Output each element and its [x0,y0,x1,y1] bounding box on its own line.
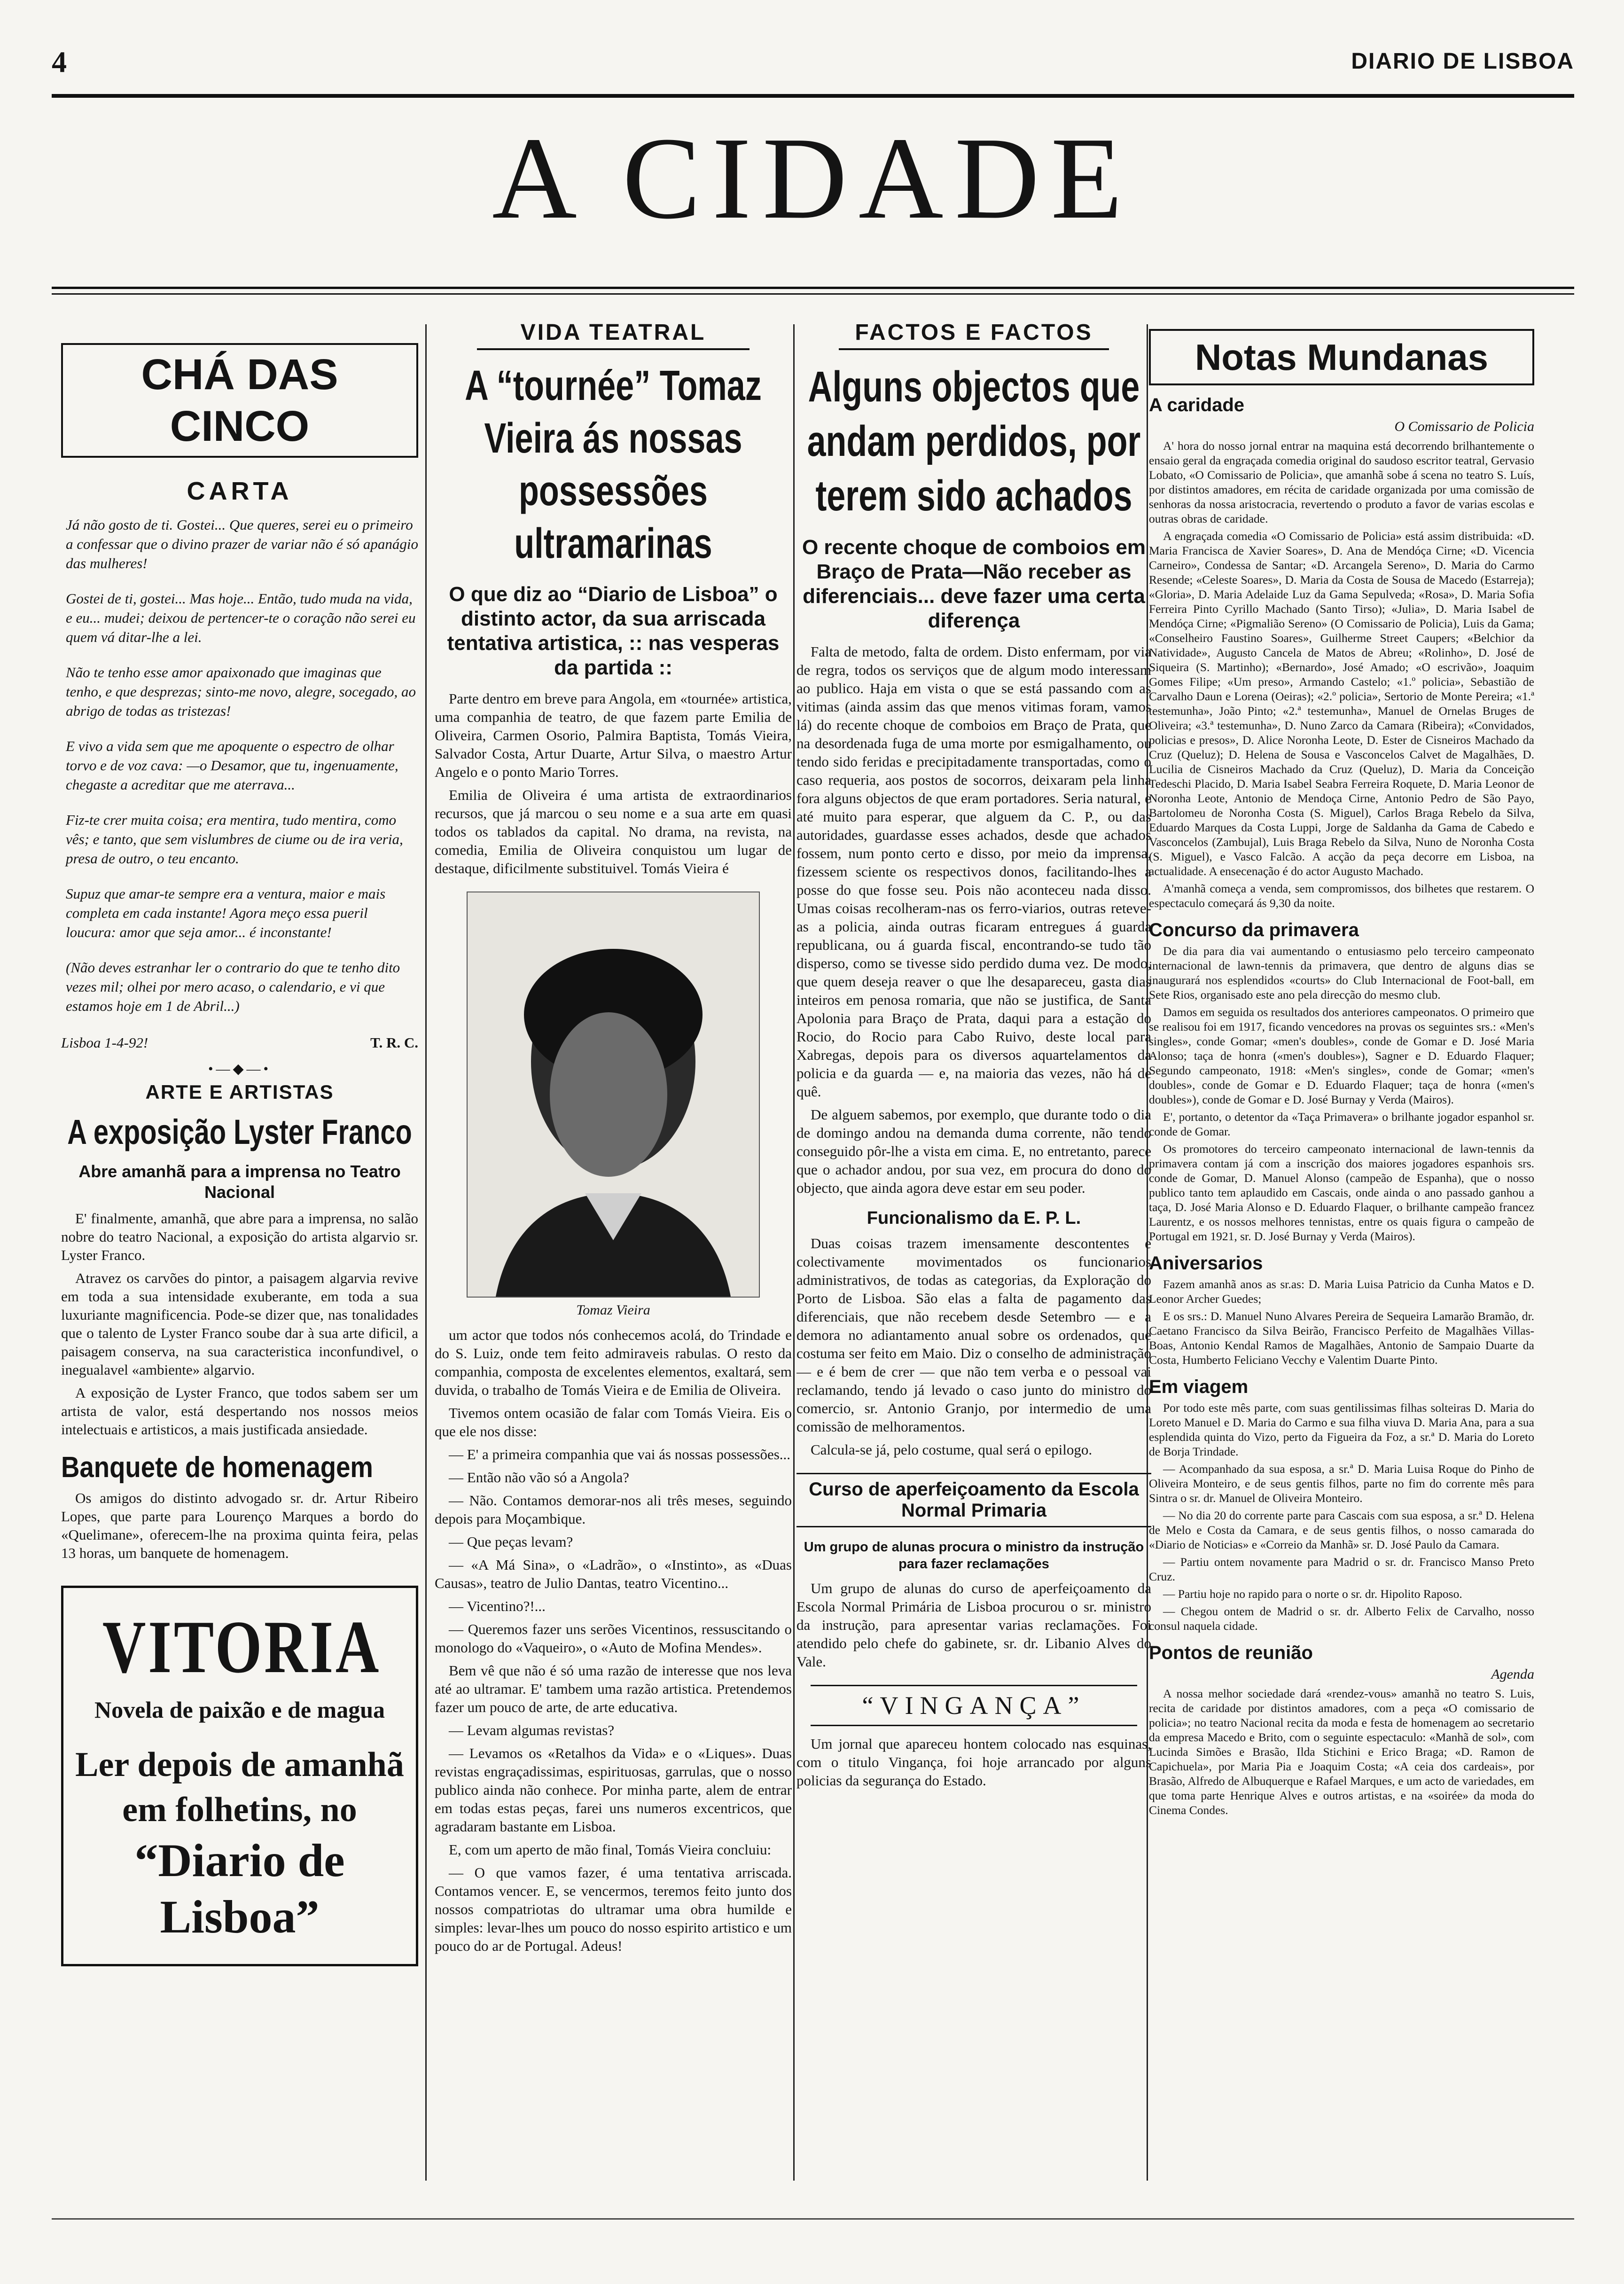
vitoria-title: VITORIA [102,1605,382,1689]
column-divider [793,324,795,2181]
masthead-rule [52,287,1574,289]
article-paragraph: — Partiu ontem novamente para Madrid o sr. dr. Francisco Manso Preto Cruz. [1149,1555,1534,1583]
column-factos-e-factos [796,310,1151,2204]
poem-stanza: E vivo a vida sem que me apoquente o espectro de olhar torvo e de voz cava: —o Desamor, que tu, ingenuamente, chegaste a acreditar que me aterrava... [66,738,398,793]
article-paragraph: um actor que todos nós conhecemos acolá, do Trindade e do S. Luiz, onde tem feito admiraveis rabulas. O resto da companhia, composta de excelentes elementos, exaltará, sem duvida, o trabalho de Tomás Vieira e de Emilia de Oliveira. [435,1327,792,1398]
article-paragraph: Damos em seguida os resultados dos anteriores campeonatos. O primeiro que se realisou foi em 1917, ficando vencedores na provas os seguintes srs.: «Men's singles», conde Gomar; «men's doubles», conde de Gomar e D. José Maria Alonso; taça de honra («men's doubles»), Sagner e D. Eduardo Flaquer; Segundo campeonato, 1918: «Men's singles», conde de Gomar; «men's doubles», conde de Gomar e D. Eduardo Flaquer; taça de honra («men's doubles»), conde de Gomar e D. José Burnay y Verda (Mairos). [1149,1005,1534,1106]
article-paragraph: De dia para dia vai aumentando o entusiasmo pelo terceiro campeonato internacional de lawn-tennis da primavera, que dentro de alguns dias se inaugurará nos esplendidos «courts» do Club Internacional de Foot-ball, em Sete Rios, organisado este ano pela direcção do mesmo club. [1149,944,1534,1001]
vida-teatral-heading: VIDA TEATRAL [520,320,706,345]
masthead-rule-thin [52,293,1574,295]
article-paragraph: Atravez os carvões do pintor, a paisagem algarvia revive em toda a sua intensidade exuberante, em toda a sua luxuriante magnificencia. Pode-se dizer que, nas tonalidades que o talento de Lyster Franco soube dar à sua arte dificil, a paisagem conserva, na sua caracteristica inconfundivel, o inegualavel «ambiente» algarvio. [61,1270,418,1378]
tournee-lede: O que diz ao “Diario de Lisboa” o distinto actor, da sua arriscada tentativa artistica, :: nas vesperas da partida :: [447,583,780,679]
article-paragraph: — Não. Contamos demorar-nos ali três meses, seguindo depois para Moçambique. [435,1492,792,1527]
cha-das-cinco-heading: CHÁ DAS CINCO [61,343,418,458]
page-number: 4 [52,45,67,78]
arte-e-artistas-heading: ARTE E ARTISTAS [145,1081,334,1103]
funcionalismo-headline: Funcionalismo da E. P. L. [867,1208,1081,1228]
article-paragraph: Calcula-se já, pelo costume, qual será o epilogo. [811,1441,1093,1458]
article-paragraph: — O que vamos fazer, é uma tentativa arriscada. Contamos vencer. E, se vencermos, teremos feito junto dos nossos compatriotas do ultramar uma obra humilde e simples: levar-lhes um pouco do nosso espirito artistico e um pouco do ar de Portugal. Adeus! [435,1864,792,1954]
article-paragraph: — «A Má Sina», o «Ladrão», o «Instinto», as «Duas Causas», teatro de Julio Dantas, teatro Vicentino... [435,1557,792,1591]
ornament-divider: •—◆—• [208,1061,272,1077]
escola-normal-headline: Curso de aperfeiçoamento da Escola Normal Primaria [796,1473,1151,1527]
concurso-heading: Concurso da primavera [1149,920,1359,940]
vitoria-paper-name: “Diario de Lisboa” [134,1834,345,1943]
article-paragraph: Falta de metodo, falta de ordem. Disto enfermam, por via de regra, todos os serviços que de algum modo interessam ao publico. Haja em vista o que se está passando com as vitimas (ainda assim das que menos vitimas foram, vamos lá) do recente choque de comboios em Braço de Prata, que na desordenada fuga de uma morte por esmigalhamento, ou tendo sido feridas e precipitadamente transportadas, como o caso requeria, aos postos de socorros, deixaram pela linha fora alguns objectos de que eram portadores. Seria natural, e até muito para esperar, que alguem da C. P., ou das autoridades, guardasse esses achados, desde que achados fossem, num ponto certo e disso, por meio da imprensa, fizessem sciente os respectivos donos, facilitando-lhes a posse do que fosse seu. Pois não aconteceu nada disso. Umas coisas recolheram-nas os ferro-viarios, outras reteve-as a policia, ainda outras ficaram entregues á guarda republicana, ou á guarda fiscal, encontrando-se tudo tão disperso, como se tivesse sido perdido duma vez. De modo, que quem deseja reaver o que lhe desapareceu, gasta dias inteiros em penosa romaria, que não se justifica, de Santa Apolonia para Braço de Prata, daqui para a estação do Rocio, do Rocio para Cabo Ruivo, deste local para Xabregas, depois para os diversos aquartelamentos da policia e da guarda — e, na maioria das vezes, não há de quê. [796,643,1151,1100]
article-paragraph: — Então não vão só a Angola? [449,1469,629,1486]
poem-stanza: Fiz-te crer muita coisa; era mentira, tudo mentira, como vês; e tanto, que sem vislumbres de ciume ou de ira veria, presa de outro, o teu encanto. [66,812,403,867]
article-paragraph: Por todo este mês parte, com suas gentilissimas filhas solteiras D. Maria do Loreto Manuel e D. Maria do Carmo e sua filha viuva D. Maria Ana, para a sua esplendida quinta do Vizo, perto da Figueira da Foz, a sr.ª D. Maria do Loreto de Borja Trindade. [1149,1401,1534,1458]
poem-signature-line [61,1034,418,1051]
poem-stanza: Supuz que amar-te sempre era a ventura, maior e mais completa em cada instante! Agora meço essa pueril loucura: amor que seja amor... é inconstante! [66,885,386,940]
poem-stanza: Gostei de ti, gostei... Mas hoje... Então, tudo muda na vida, e eu... mudei; deixou de pertencer-te o coração não serei eu quem vá ditar-lhe a lei. [66,590,416,645]
column-notas-mundanas [1149,310,1534,2204]
article-paragraph: A engraçada comedia «O Comissario de Policia» está assim distribuida: «D. Maria Francisca de Xavier Soares», D. Ana de Mendóça Cirne; «D. Vicencia Carneiro», Condessa de Santar; «D. Arcangela Sereno», D. Maria do Carmo Resende; «Celeste Soares», D. Maria da Costa de Sousa de Macedo (Estarreja); «Gloria», D. Maria Adelaide Luz da Gama Sepulveda; «Rosa», D. Maria Sofia Ferreira Pinto Cyrillo Machado (Santo Tirso); «Julia», D. Maria Isabel de Mendóça Cirne; «Pigmalião Sereno» (O Comissario de Policia), Luis da Gama; «Conselheiro Faustino Soares», Guilherme Street Caupers; «Belchior da Natividade», Augusto Cancela de Matos de Abreu; «Rolinho», D. José de Siqueira (S. Martinho); «Bernardo», José Amado; «O escrivão», Joaquim Gomes Filipe; «Um preso», Armando Castelo; «1.º policia», Sebastião de Carvalho Daun e Lorena (Oeiras); «2.º policia», Sertorio de Monte Pereira; «1.ª testemunha», João Pinto; «2.ª testemunha», Manuel de Ornelas Bruges de Oliveira; «3.ª testemunha», D. Nuno Zarco da Camara (Ribeira); «Convidados, policias e presos», D. Alice Noronha Leote, D. Ester de Cisneiros Machado da Cruz (Queluz); D. Helena de Sousa e Vasconcelos Calvet de Magalhães, D. Lucilia de Cisneiros Machado da Cruz (Queluz), D. Maria da Conceição Tedeschi Placido, D. Maria Isabel Seabra Ferreira Roquete, D. Maria Leonor de Noronha Leote, Antonio de Mendoça Cirne, Antonio Pedro de São Payo, Bartolomeu de Noronha Costa (S. Miguel), Carlos Braga Rebelo da Silva, Eduardo Marques da Costa Luppi, Jorge de Saldanha da Gama de Cabedo e Vasconcelos (Zambujal), Luis Braga Rebelo da Silva, Nuno de Noronha Costa (S. Miguel), e Vasco Falcão. A acção da peça decorre em Lisboa, na actualidade. A ensecenação é do actor Augusto Machado. [1149,529,1534,878]
article-paragraph: Duas coisas trazem imensamente descontentes e colectivamente movimentados os funcionarios administrativos, de todas as categorias, da Exploração do Porto de Lisboa. São elas a falta de pagamento das diferenciais, que não recebem desde Setembro — e a demora no adiantamento anual sobre os ordenados, que costuma ser feito em Maio. Diz o conselho de administração — e é bem de crer — que não tem verba e o pessoal vai reclamando, tendo já levado o caso junto do ministro do comercio, sr. Antonio Granjo, por intermedio de uma comissão de melhoramentos. [796,1235,1151,1435]
column-vida-teatral [435,310,792,2204]
article-paragraph: Um grupo de alunas do curso de aperfeiçoamento da Escola Normal Primária de Lisboa procurou o sr. ministro da instrução, para apresentar varias reclamações. Foi atendido pelo chefe do gabinete, sr. dr. Libanio Alves do Vale. [796,1580,1151,1670]
pontos-de-reuniao-subheading: Agenda [1491,1666,1534,1682]
article-paragraph: A' hora do nosso jornal entrar na maquina está decorrendo brilhantemente o ensaio geral da engraçada comedia original do saudoso escritor teatral, Gervasio Lobato, «O Comissario de Policia», que amanhã sobe á scena no teatro S. Luís, por distintos amadores, em récita de caridade organizada por uma comissão de senhoras da nossa aristocracia, revertendo o produto a favor de varias escolas e outras obras de caridade. [1149,439,1534,525]
article-paragraph: — Vicentino?!... [449,1598,546,1614]
objectos-headline: Alguns objectos que andam perdidos, por terem sido achados [807,363,1141,520]
header-rule [52,94,1574,98]
portrait-caption: Tomaz Vieira [576,1302,650,1318]
column-divider [425,324,427,2181]
article-paragraph: — E' a primeira companhia que vai ás nossas possessões... [449,1446,791,1463]
poem-stanza: (Não deves estranhar ler o contrario do que te tenho dito vezes mil; olhei por mero acaso, o calendario, e vi que estamos hoje em 1 de Abril...) [66,959,400,1014]
vitoria-advertisement [61,1586,418,1966]
article-paragraph: Emilia de Oliveira é uma artista de extraordinarios recursos, que já marcou o seu nome e a sua arte em quasi todos os tablados da capital. No drama, na revista, na comedia, Emilia de Oliveira conquistou um lugar de destaque, dificilmente substituivel. Tomás Vieira é [435,787,792,876]
article-paragraph: — Que peças levam? [449,1533,573,1550]
footer-rule [52,2218,1574,2220]
page-header [52,45,1574,78]
article-paragraph: Um jornal que apareceu hontem colocado nas esquinas, com o titulo Vingança, foi hoje arrancado por alguns policias da segurança do Estado. [796,1736,1151,1789]
article-paragraph: E os srs.: D. Manuel Nuno Alvares Pereira de Sequeira Lamarão Bramão, dr. Caetano Francisco da Silva Beirão, Francisco Perfeito de Magalhães Villas-Boas, Antonio Kendal Ramos de Magalhães, Antonio de Sampaio Duarte da Costa, Humberto Feliciano Vecchy e Valentim Duarte Pinto. [1149,1309,1534,1367]
poem-stanza: Já não gosto de ti. Gostei... Que queres, serei eu o primeiro a confessar que o divino prazer de variar não é só apanágio das mulheres! [66,516,418,571]
article-paragraph: — Acompanhado da sua esposa, a sr.ª D. Maria Luisa Roque do Pinho de Oliveira Monteiro, e de seus gentis filhos, parte no fim do corrente mês para Sintra o sr. dr. Manuel de Oliveira Monteiro. [1149,1462,1534,1505]
article-paragraph: — Levamos os «Retalhos da Vida» e o «Liques». Duas revistas engraçadissimas, espirituosas, garrulas, que o nosso publico ainda não conhece. Por minha parte, alem de entrar em todas estas peças, farei uns numeros excentricos, que agradaram bastante em Lisboa. [435,1745,792,1835]
article-paragraph: Os amigos do distinto advogado sr. dr. Artur Ribeiro Lopes, que parte para Lourenço Marques a bordo do «Quelimane», oferecem-lhe na proxima quinta feira, pelas 13 horas, um banquete de homenagem. [61,1490,418,1562]
article-paragraph: E, com um aperto de mão final, Tomás Vieira concluiu: [449,1841,772,1858]
tournee-headline: A “tournée” Tomaz Vieira ás nossas possessões ultramarinas [465,362,762,567]
article-paragraph: — Partiu hoje no rapido para o norte o sr. dr. Hipolito Raposo. [1163,1587,1462,1601]
poem-place-date: Lisboa 1-4-92! [61,1034,148,1051]
article-paragraph: Tivemos ontem ocasião de falar com Tomás Vieira. Eis o que ele nos disse: [435,1405,792,1439]
vitoria-read-line: Ler depois de amanhã em folhetins, no [75,1745,404,1830]
article-paragraph: Os promotores do terceiro campeonato internacional de lawn-tennis da primavera contam já com a inscrição dos maiores jogadores espanhois srs. conde de Gomar, D. Manuel Alonso (campeão de Espanha), que o nosso publico tanto tem aplaudido em Cascais, onde ainda o ano passado ganhou a taça, D. José Maria Alonso e D. Eduardo Flaquer, o brilhante campeão francez Laurentz, e os nossos melhores tennistas, entre os quais figura o campeão de Portugal em 1921, sr. D. José Burnay y Verda (Mairos). [1149,1142,1534,1243]
em-viagem-heading: Em viagem [1149,1377,1249,1397]
article-paragraph: A exposição de Lyster Franco, que todos sabem ser um artista de valor, está despertando nos nossos meios intelectuais e artisticos, a mais justificada ansiedade. [61,1384,418,1438]
notas-mundanas-heading: Notas Mundanas [1149,329,1534,385]
portrait-drawing [468,892,759,1297]
aniversarios-heading: Aniversarios [1149,1253,1263,1274]
article-paragraph: Fazem amanhã anos as sr.as: D. Maria Luisa Patricio da Cunha Matos e D. Leonor Archer Guedes; [1149,1277,1534,1306]
lyster-franco-headline: A exposição Lyster Franco [67,1112,412,1151]
poem-signature: T. R. C. [370,1034,418,1051]
article-paragraph: A nossa melhor sociedade dará «rendez-vous» amanhã no teatro S. Luis, recita de caridade por distintos amadores, com a peça «O comissario de policia»; no teatro Nacional recita da moda e festa de homenagem ao secretario da empresa Macedo e Brito, com o seguinte espectaculo: «Manhã de sol», com Lucinda Simões e Brasão, Ilda Stichini e Erico Braga; «D. Ramon de Capichuela», por Maria Pia e Joaquim Costa; «A ceia dos cardeais», por Brasão, Alfredo de Albuquerque e Rafael Marques, e um acto de variedades, em que toma parte Henrique Alves e outros artistas, e na «soirée» da moda do Cinema Condes. [1149,1687,1534,1817]
article-paragraph: A'manhã começa a venda, sem compromissos, dos bilhetes que restarem. O espectaculo começará ás 9,30 da noite. [1149,882,1534,910]
section-underline [477,348,750,350]
newspaper-name: DIARIO DE LISBOA [1351,49,1574,74]
vinganca-headline: “VINGANÇA” [811,1685,1137,1726]
caridade-heading: A caridade [1149,395,1245,415]
escola-normal-subheading: Um grupo de alunas procura o ministro da instrução para fazer reclamações [804,1540,1144,1572]
column-cha-das-cinco [61,310,418,2209]
factos-e-factos-heading: FACTOS E FACTOS [855,320,1093,345]
banquete-headline: Banquete de homenagem [61,1451,373,1484]
section-masthead: A CIDADE [492,113,1134,243]
tomaz-vieira-portrait [467,892,760,1298]
pontos-de-reuniao-heading: Pontos de reunião [1149,1643,1313,1663]
article-paragraph: — Levam algumas revistas? [449,1722,615,1738]
article-paragraph: Parte dentro em breve para Angola, em «tournée» artistica, uma companhia de teatro, de que fazem parte Emilia de Oliveira, Carmen Osorio, Palmira Baptista, Tomás Vieira, Salvador Costa, Artur Duarte, Artur Silva, o maestro Artur Angelo e o ponto Mario Torres. [435,690,792,780]
objectos-lede: O recente choque de comboios em Braço de Prata—Não receber as diferenciais... deve fazer uma certa diferença [802,536,1146,632]
article-paragraph: — Chegou ontem de Madrid o sr. dr. Alberto Felix de Carvalho, nosso consul naquela cidade. [1149,1604,1534,1633]
article-paragraph: — No dia 20 do corrente parte para Cascais com sua esposa, a sr.ª D. Helena de Melo e Costa da Camara, e de seus gentis filhos, o nosso camarada do «Diario de Noticias» e «Correio da Manhã» sr. D. José Paulo da Camara. [1149,1509,1534,1551]
poem-stanza: Não te tenho esse amor apaixonado que imaginas que tenho, e que desprezas; sinto-me novo, alegre, socegado, ao abrigo de todas as tristezas! [66,664,416,719]
carta-heading: CARTA [187,477,293,505]
lyster-franco-subheading: Abre amanhã para a imprensa no Teatro Nacional [78,1162,401,1202]
article-paragraph: E', portanto, o detentor da «Taça Primavera» o brilhante jogador espanhol sr. conde de Gomar. [1149,1110,1534,1138]
caridade-subheading: O Comissario de Policia [1394,419,1534,434]
section-underline [839,348,1109,350]
article-paragraph: De alguem sabemos, por exemplo, que durante todo o dia de domingo andou na demanda duma corrente, não tendo conseguido pôr-lhe a vista em cima. E, no entretanto, parece que o achador andou, por sua vez, em procura do dono do objecto, que ainda agora deve estar em seu poder. [796,1106,1151,1196]
article-paragraph: Bem vê que não é só uma razão de interesse que nos leva até ao ultramar. E' tambem uma razão artistica. Pretendemos fazer um pouco de arte, de arte educativa. [435,1662,792,1715]
article-paragraph: — Queremos fazer uns serões Vicentinos, ressuscitando o monologo do «Vaqueiro», o «Auto de Mofina Mendes». [435,1621,792,1656]
vitoria-subtitle: Novela de paixão e de magua [94,1697,385,1723]
article-paragraph: E' finalmente, amanhã, que abre para a imprensa, no salão nobre do teatro Nacional, a exposição do artista algarvio sr. Lyster Franco. [61,1210,418,1264]
